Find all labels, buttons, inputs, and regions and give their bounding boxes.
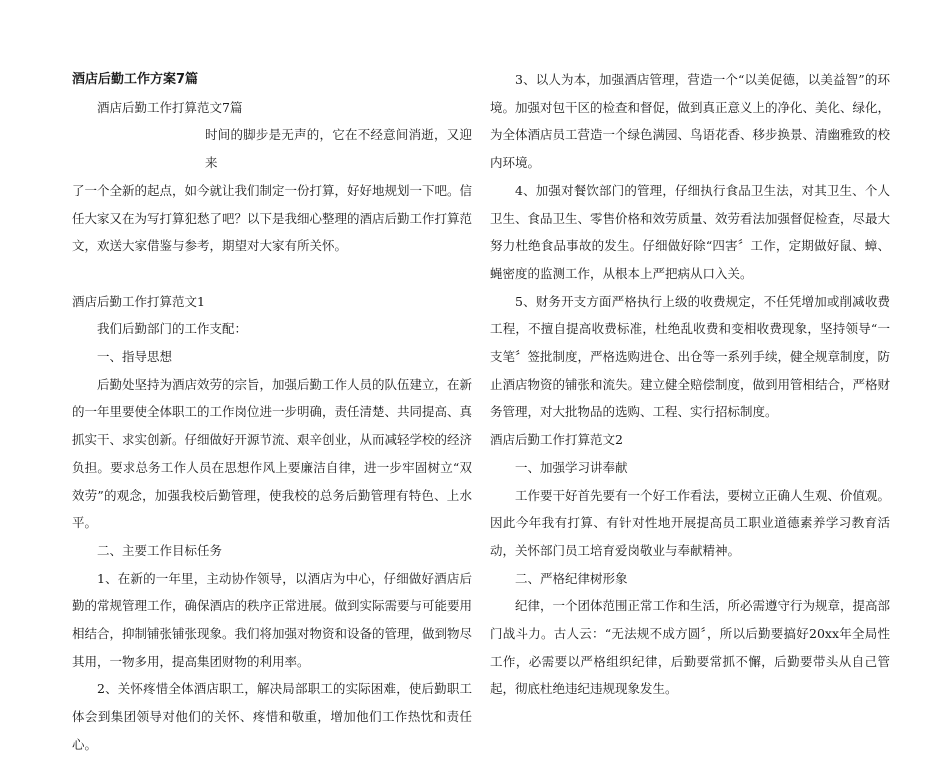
paragraph-task-4: 4、加强对餐饮部门的管理，仔细执行食品卫生法，对其卫生、个人卫生、食品卫生、零售价格和效劳质量、效劳看法加强督促检查，尽最大努力杜绝食品事故的发生。仔细做好除“四害〞工作，定期做好鼠、蟑、蝇密度的监测工作，从根本上严把病从口入关。: [490, 182, 891, 281]
paragraph-task-2: 2、关怀疼惜全体酒店职工，解决局部职工的实际困难，使后勤职工体会到集团领导对他们的关怀、疼惜和敬重，增加他们工作热忱和责任心。: [72, 681, 472, 752]
paragraph-discipline: 纪律，一个团体范围正常工作和生活，所必需遵守行为规章，提高部门战斗力。古人云：“无法规不成方圆〞，所以后勤要搞好20xx年全局性工作，必需要以严格组织纪律，后勤要常抓不懈，后勤要带头从自己管起，彻底杜绝违纪违规现象发生。: [490, 598, 891, 697]
paragraph-guiding-ideology: 后勤处坚持为酒店效劳的宗旨，加强后勤工作人员的队伍建立，在新的一年里要使全体职工的工作岗位进一步明确，责任清楚、共同提高、真抓实干、求实创新。仔细做好开源节流、艰辛创业，从而减轻学校的经济负担。要求总务工作人员在思想作风上要廉洁自律，进一步牢固树立“双效劳”的观念，加强我校后勤管理，使我校的总务后勤管理有特色、上水平。: [72, 376, 473, 531]
section-title-1: 酒店后勤工作打算范文1: [72, 293, 205, 309]
intro-paragraph: 了一个全新的起点，如今就让我们制定一份打算，好好地规划一下吧。信任大家又在为写打算犯愁了吧？以下是我细心整理的酒店后勤工作打算范文，欢送大家借鉴与参考，期望对大家有所关怀。: [72, 182, 473, 254]
intro-first-line: 时间的脚步是无声的，它在不经意间消逝，又迎来: [205, 127, 472, 171]
paragraph-task-5: 5、财务开支方面严格执行上级的收费规定，不任凭增加或削减收费工程，不擅自提高收费标准，杜绝乱收费和变相收费现象，坚持领导“一支笔〞签批制度，严格选购进仓、出仓等一系列手续，健全规章制度，防止酒店物资的铺张和流失。建立健全赔偿制度，做到用管相结合，严格财务管理，对大批物品的选购、工程、实行招标制度。: [490, 293, 891, 420]
document-title: 酒店后勤工作方案7篇: [72, 72, 199, 87]
paragraph-task-1: 1、在新的一年里，主动协作领导，以酒店为中心，仔细做好酒店后勤的常规管理工作，确保酒店的秩序正常进展。做到实际需要与可能要用相结合，抑制铺张铺张现象。我们将加强对物资和设备的管理，做到物尽其用，一物多用，提高集团财物的利用率。: [72, 570, 473, 669]
heading-discipline: 二、严格纪律树形象: [515, 570, 628, 586]
left-column: [72, 66, 472, 759]
heading-main-tasks: 二、主要工作目标任务: [97, 542, 223, 558]
paragraph-study-dedication: 工作要干好首先要有一个好工作看法，要树立正确人生观、价值观。因此今年我有打算、有针对性地开展提高员工职业道德素养学习教育活动，关怀部门员工培育爱岗敬业与奉献精神。: [490, 487, 891, 558]
right-column: [490, 66, 890, 703]
section-intro-1: 我们后勤部门的工作支配：: [97, 321, 248, 337]
spacer: [72, 260, 472, 288]
paragraph-task-3: 3、以人为本，加强酒店管理，营造一个“以美促德，以美益智”的环境。加强对包干区的检查和督促，做到真正意义上的净化、美化、绿化，为全体酒店员工营造一个绿色满园、鸟语花香、移步换景、清幽雅致的校内环境。: [490, 72, 891, 171]
document-subtitle: 酒店后勤工作打算范文7篇: [97, 99, 243, 115]
heading-study-dedication: 一、加强学习讲奉献: [515, 459, 628, 475]
heading-guiding-ideology: 一、指导思想: [97, 349, 173, 365]
section-title-2: 酒店后勤工作打算范文2: [490, 432, 623, 448]
